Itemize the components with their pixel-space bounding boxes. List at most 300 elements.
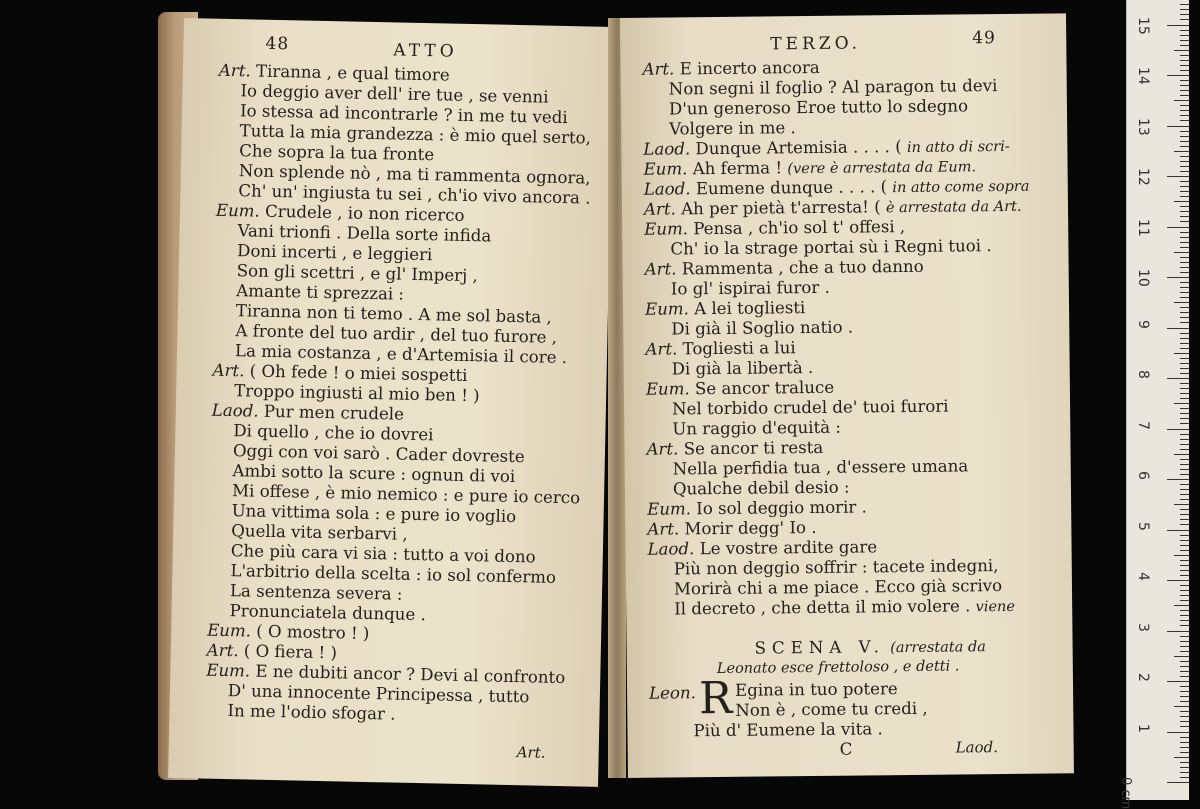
ruler-tick <box>1180 45 1189 46</box>
ruler-tick <box>1180 272 1189 273</box>
stage-direction: in atto di scri- <box>906 138 1010 157</box>
ruler-tick <box>1167 75 1189 76</box>
verse-line <box>671 318 853 340</box>
ruler-tick <box>1180 595 1189 596</box>
ruler-tick <box>1180 237 1189 238</box>
ruler-tick <box>1180 363 1189 364</box>
ruler-tick <box>1180 651 1189 652</box>
ruler-tick <box>1180 464 1189 465</box>
ruler-tick <box>1180 317 1189 318</box>
ruler-tick <box>1180 186 1189 187</box>
stage-direction: (vere è arrestata da Eum. <box>787 159 977 178</box>
ruler-tick <box>1180 439 1189 440</box>
ruler-tick <box>1180 287 1189 288</box>
ruler-tick <box>1180 131 1189 132</box>
ruler-tick <box>1180 282 1189 283</box>
ruler-tick <box>1174 555 1189 556</box>
ruler-number: 14 <box>1135 67 1151 85</box>
ruler-number: 9 <box>1135 319 1151 329</box>
ruler-tick <box>1180 30 1189 31</box>
ruler-tick <box>1180 671 1189 672</box>
ruler-tick <box>1174 353 1189 354</box>
signature-mark: C <box>839 739 853 759</box>
verse-line <box>647 518 816 540</box>
verse-text: Rammenta , che a tuo danno <box>681 256 924 279</box>
ruler-tick <box>1180 393 1189 394</box>
speaker-label: Eum. <box>644 299 689 319</box>
speaker-label: Art. <box>218 60 251 81</box>
verse-line <box>645 338 795 360</box>
ruler-tick <box>1180 368 1189 369</box>
right-page <box>620 13 1074 778</box>
ruler-tick <box>1180 105 1189 106</box>
ruler-tick <box>1180 338 1189 339</box>
ruler-tick <box>1180 312 1189 313</box>
verse-line <box>207 641 338 664</box>
speaker-label: Laod. <box>643 139 691 159</box>
ruler-tick <box>1180 9 1189 10</box>
verse-text: D' una innocente Principessa , tutto <box>227 681 530 707</box>
ruler-tick <box>1180 499 1189 500</box>
verse-text: Ah per pietà t'arresta! ( <box>681 197 881 219</box>
speaker-label: Eum. <box>645 379 690 399</box>
speaker-label: Art. <box>642 59 675 79</box>
verse-text: Nella perfidia tua , d'essere umana <box>672 456 969 479</box>
verse-text: A fronte del tuo ardir , del tuo furore , <box>235 321 558 347</box>
verse-text: Di già la libertà . <box>671 357 814 379</box>
page-number: 49 <box>972 28 996 49</box>
verse-text: Più non deggio soffrir : tacete indegni, <box>673 556 999 579</box>
ruler-tick <box>1180 267 1189 268</box>
ruler-tick <box>1180 388 1189 389</box>
speaker-label: Eum. <box>215 200 260 221</box>
scene-heading: SCENA V. <box>754 637 886 658</box>
verse-text: Pur men crudele <box>263 401 405 424</box>
ruler-tick <box>1180 211 1189 212</box>
verse-text: Tiranna , e qual timore <box>255 61 450 85</box>
catchword: Laod. <box>955 738 999 757</box>
verse-line <box>227 701 395 725</box>
verse-text: Se ancor traluce <box>694 377 835 399</box>
open-book <box>158 12 1068 784</box>
verse-text: Vani trionfi . Della sorte infida <box>237 221 492 246</box>
ruler-tick <box>1180 494 1189 495</box>
ruler-number: 8 <box>1135 370 1151 379</box>
verse-line <box>645 298 805 320</box>
ruler-tick <box>1180 348 1189 349</box>
ruler-tick <box>1180 80 1189 81</box>
verse-text: Qualche debil desio : <box>672 477 850 499</box>
verse-line <box>673 478 850 500</box>
ruler-tick <box>1167 530 1189 531</box>
ruler-tick <box>1180 716 1189 717</box>
verse-text: D'un generoso Eroe tutto lo sdegno <box>668 96 969 119</box>
ruler-tick <box>1180 459 1189 460</box>
ruler-tick <box>1180 509 1189 510</box>
ruler-tick <box>1174 706 1189 707</box>
verse-text: E ne dubiti ancor ? Devi al confronto <box>255 661 566 688</box>
ruler-tick <box>1180 711 1189 712</box>
stage-direction: viene <box>975 598 1016 616</box>
verse-text: Io deggio aver dell' ire tue , se venni <box>240 81 549 107</box>
ruler-tick <box>1180 55 1189 56</box>
verse-line <box>645 257 924 280</box>
verse-text: Che più cara vi sia : tutto a voi dono <box>230 541 536 567</box>
ruler-tick <box>1180 661 1189 662</box>
speaker-label: Art. <box>646 439 679 459</box>
verse-text: Ah ferma ! <box>692 158 783 179</box>
ruler-tick <box>1180 65 1189 66</box>
ruler-tick <box>1180 70 1189 71</box>
verse-text: E incerto ancora <box>679 57 820 79</box>
ruler-tick <box>1180 136 1189 137</box>
ruler-tick <box>1180 519 1189 520</box>
ruler-tick <box>1180 343 1189 344</box>
verse-text: Quella vita serbarvi , <box>231 521 408 544</box>
ruler-tick <box>1180 469 1189 470</box>
ruler-tick <box>1167 631 1189 632</box>
verse-text: Morirà chi a me piace . Ecco già scrivo <box>673 576 1003 599</box>
verse-line <box>646 438 823 460</box>
ruler-tick <box>1180 156 1189 157</box>
ruler-tick <box>1180 524 1189 525</box>
verse-line <box>647 537 877 559</box>
verse-text: Io sol deggio morir . <box>696 497 867 519</box>
verse-text: Se ancor ti resta <box>683 437 824 459</box>
verse-line <box>644 217 905 240</box>
text-block <box>620 55 1066 619</box>
verse-text: Togliesti a lui <box>682 338 796 359</box>
verse-line <box>670 236 991 259</box>
speaker-label: Art. <box>647 519 680 539</box>
ruler-tick <box>1180 262 1189 263</box>
speaker-label: Eum. <box>644 219 689 239</box>
verse-text: Non segni il foglio ? Al paragon tu devi <box>668 76 998 99</box>
ruler-tick <box>1180 540 1189 541</box>
verse-text: La sentenza severa : <box>229 581 403 604</box>
ruler-number: 6 <box>1135 471 1151 480</box>
ruler-tick <box>1180 292 1189 293</box>
stage-direction: è arrestata da Art. <box>885 198 1022 217</box>
ruler-tick <box>1180 247 1189 248</box>
ruler-tick <box>1180 676 1189 677</box>
ruler-tick <box>1180 14 1189 15</box>
verse-text: ( O mostro ! ) <box>256 621 370 644</box>
verse-line <box>646 378 834 400</box>
verse-text: Tutta la mia grandezza : è mio quel serto, <box>239 121 592 148</box>
verse-text: Pensa , ch'io sol t' offesi , <box>693 217 906 239</box>
ruler-tick <box>1180 257 1189 258</box>
ruler-tick <box>1180 737 1189 738</box>
ruler-tick <box>1180 418 1189 419</box>
ruler-tick <box>1180 383 1189 384</box>
ruler-tick <box>1180 449 1189 450</box>
verse-text: In me l'odio sfogar . <box>227 701 396 724</box>
ruler-tick <box>1180 696 1189 697</box>
ruler-tick <box>1180 721 1189 722</box>
speaker-label: Art. <box>644 259 677 279</box>
ruler-number: 11 <box>1135 218 1151 237</box>
verse-text: Doni incerti , e leggieri <box>236 241 433 265</box>
ruler-tick <box>1174 403 1189 404</box>
ruler-tick <box>1180 570 1189 571</box>
speaker-label: Laod. <box>647 539 695 559</box>
ruler-tick <box>1180 232 1189 233</box>
drop-cap: R <box>698 672 733 725</box>
speaker-label: Eum. <box>647 499 692 519</box>
ruler-tick <box>1180 191 1189 192</box>
ruler-tick <box>1180 444 1189 445</box>
ruler-tick <box>1180 322 1189 323</box>
verse-text: ( O fiera ! ) <box>243 641 338 663</box>
ruler-tick <box>1180 206 1189 207</box>
verse-text: Pronunciatela dunque . <box>229 601 427 625</box>
verse-text: Volgere in me . <box>669 118 796 139</box>
ruler-number: 2 <box>1135 673 1151 682</box>
verse-text: Una vittima sola : e pure io voglio <box>231 501 517 527</box>
ruler-tick <box>1167 782 1189 783</box>
speaker-label: Art. <box>212 360 245 381</box>
ruler-tick <box>1180 777 1189 778</box>
ruler-tick <box>1180 408 1189 409</box>
left-page <box>168 18 614 787</box>
verse-text: Di quello , che io dovrei <box>233 421 434 445</box>
ruler-tick <box>1180 575 1189 576</box>
ruler-tick <box>1167 429 1189 430</box>
verse-text: Son gli scettri , e gl' Imperj , <box>236 261 478 286</box>
ruler-tick <box>1167 681 1189 682</box>
stage-direction: Leonato esce frettoloso , e detti . <box>716 658 960 678</box>
verse-text: Ambi sotto la scure : ognun di voi <box>232 461 516 487</box>
ruler-tick <box>1180 221 1189 222</box>
ruler-tick <box>1180 666 1189 667</box>
ruler-number: 4 <box>1135 572 1151 581</box>
speaker-label: Laod. <box>211 400 259 421</box>
ruler-tick <box>1174 504 1189 505</box>
ruler-tick <box>1180 307 1189 308</box>
ruler-tick <box>1180 514 1189 515</box>
ruler-number: 1 <box>1135 723 1151 733</box>
ruler-tick <box>1180 726 1189 727</box>
verse-line: Non è , come tu credi , <box>735 698 928 720</box>
verse-text: Ch' un' ingiusta tu sei , ch'io vivo ancora . <box>238 181 591 208</box>
ruler-tick <box>1180 535 1189 536</box>
ruler-tick <box>1167 732 1189 733</box>
ruler-tick <box>1167 328 1189 329</box>
stage-direction: in atto come sopra <box>892 178 1030 197</box>
verse-text: La mia costanza , e d'Artemisia il core . <box>234 341 568 368</box>
ruler-tick <box>1180 171 1189 172</box>
verse-line <box>672 418 841 440</box>
running-head: TERZO. <box>770 33 862 55</box>
speaker-label: Eum. <box>643 159 688 179</box>
verse-text: Eumene dunque . . . . ( <box>695 177 888 199</box>
ruler-tick <box>1180 333 1189 334</box>
ruler-tick <box>1180 590 1189 591</box>
ruler-tick <box>1180 146 1189 147</box>
ruler-tick <box>1180 373 1189 374</box>
verse-line <box>669 96 968 119</box>
speaker-label: Laod. <box>643 179 691 199</box>
verse-text: Morir degg' Io . <box>684 517 817 539</box>
ruler-tick <box>1180 772 1189 773</box>
ruler-tick <box>1174 656 1189 657</box>
verse-text: Amante ti sprezzai : <box>236 281 405 304</box>
verse-text: Le vostre ardite gare <box>699 537 878 559</box>
verse-line <box>669 118 796 139</box>
ruler-number: 7 <box>1135 420 1151 430</box>
verse-text: Dunque Artemisia . . . . ( <box>695 137 902 159</box>
ruler-tick <box>1180 565 1189 566</box>
ruler-tick <box>1180 545 1189 546</box>
verse-text: Io stessa ad incontrarle ? in me tu vedi <box>239 101 568 128</box>
measuring-ruler <box>1118 0 1189 809</box>
ruler-tick <box>1180 641 1189 642</box>
ruler-tick <box>1180 196 1189 197</box>
ruler-tick <box>1180 701 1189 702</box>
ruler-tick <box>1180 625 1189 626</box>
verse-line: Egina in tuo potere <box>734 679 898 700</box>
ruler-tick <box>1167 580 1189 581</box>
verse-text: Ch' io la strage portai sù i Regni tuoi . <box>670 236 992 259</box>
ruler-number: 13 <box>1135 117 1151 136</box>
verse-line <box>647 497 867 519</box>
ruler-tick <box>1180 484 1189 485</box>
ruler-tick <box>1180 216 1189 217</box>
verse-text: Un raggio d'equità : <box>672 417 842 439</box>
ruler-tick <box>1180 585 1189 586</box>
speaker-label: Eum. <box>206 620 252 641</box>
verse-line <box>672 358 814 379</box>
verse-line <box>672 397 949 420</box>
ruler-tick <box>1180 60 1189 61</box>
ruler-tick <box>1180 434 1189 435</box>
speaker-label: Art. <box>206 640 239 661</box>
ruler-tick <box>1174 50 1189 51</box>
verse-text: L'arbitrio della scelta : io sol confermo <box>230 561 557 587</box>
ruler-tick <box>1167 25 1189 26</box>
ruler-tick <box>1180 141 1189 142</box>
ruler-unit: 0 cm <box>1118 777 1133 809</box>
ruler-tick <box>1180 297 1189 298</box>
ruler-tick <box>1167 126 1189 127</box>
ruler-tick <box>1174 201 1189 202</box>
ruler-tick <box>1180 686 1189 687</box>
ruler-tick <box>1180 413 1189 414</box>
ruler-tick <box>1174 454 1189 455</box>
ruler-tick <box>1180 358 1189 359</box>
ruler-tick <box>1180 489 1189 490</box>
ruler-tick <box>1180 550 1189 551</box>
verse-text: Mi offese , è mio nemico : e pure io cerco <box>231 481 581 508</box>
ruler-tick <box>1180 242 1189 243</box>
ruler-tick <box>1180 4 1189 5</box>
ruler-number: 3 <box>1135 622 1151 632</box>
ruler-tick <box>1180 615 1189 616</box>
ruler-tick <box>1180 161 1189 162</box>
ruler-tick <box>1180 474 1189 475</box>
ruler-number: 10 <box>1135 269 1151 287</box>
ruler-tick <box>1180 166 1189 167</box>
ruler-tick <box>1167 277 1189 278</box>
running-head: ATTO <box>393 40 458 62</box>
ruler-tick <box>1174 757 1189 758</box>
verse-text: Oggi con voi sarò . Cader dovreste <box>232 441 525 467</box>
ruler-tick <box>1180 742 1189 743</box>
ruler-tick <box>1174 302 1189 303</box>
verse-line <box>642 58 819 80</box>
ruler-number: 12 <box>1135 168 1151 186</box>
ruler-tick <box>1167 227 1189 228</box>
ruler-tick <box>1180 747 1189 748</box>
ruler-tick <box>1180 423 1189 424</box>
ruler-tick <box>1174 605 1189 606</box>
verse-text: Non splende nò , ma ti rammenta ognora, <box>238 161 591 188</box>
ruler-tick <box>1180 752 1189 753</box>
ruler-tick <box>1180 762 1189 763</box>
speaker-label: Art. <box>643 199 676 219</box>
ruler-tick <box>1180 90 1189 91</box>
ruler-tick <box>1180 35 1189 36</box>
ruler-tick <box>1167 176 1189 177</box>
ruler-tick <box>1180 620 1189 621</box>
ruler-tick <box>1167 378 1189 379</box>
ruler-tick <box>1167 479 1189 480</box>
verse-text: Troppo ingiusti al mio ben ! ) <box>234 381 480 406</box>
stage-direction: (arrestata da <box>890 639 986 657</box>
ruler-tick <box>1180 398 1189 399</box>
ruler-number: 15 <box>1135 16 1151 35</box>
ruler-tick <box>1174 151 1189 152</box>
verse-text: Che sopra la tua fronte <box>239 141 435 165</box>
ruler-tick <box>1180 19 1189 20</box>
ruler-tick <box>1180 600 1189 601</box>
ruler-tick <box>1180 560 1189 561</box>
verse-line: Più d' Eumene la vita . <box>693 719 883 741</box>
speaker-label: Leon. <box>648 683 696 703</box>
ruler-tick <box>1180 610 1189 611</box>
ruler-tick <box>1174 252 1189 253</box>
verse-text: Crudele , io non ricerco <box>264 201 465 225</box>
ruler-tick <box>1180 40 1189 41</box>
ruler-tick <box>1180 646 1189 647</box>
text-block <box>183 60 613 724</box>
verse-text: Tiranna non ti temo . A me sol basta , <box>235 301 553 327</box>
verse-line <box>673 456 969 479</box>
verse-text: ( Oh fede ! o miei sospetti <box>249 361 468 386</box>
ruler-tick <box>1180 110 1189 111</box>
ruler-number: 5 <box>1135 521 1151 531</box>
verse-line <box>674 596 1015 621</box>
speaker-label: Eum. <box>206 660 251 681</box>
verse-text: A lei togliesti <box>694 298 806 319</box>
ruler-tick <box>1180 636 1189 637</box>
ruler-tick <box>1180 767 1189 768</box>
ruler-tick <box>1180 120 1189 121</box>
speaker-label: Art. <box>645 339 678 359</box>
ruler-tick <box>1174 100 1189 101</box>
ruler-tick <box>1180 95 1189 96</box>
verse-text: Di già il Soglio natio . <box>671 317 854 339</box>
ruler-tick <box>1180 691 1189 692</box>
catchword: Art. <box>516 743 546 762</box>
verse-text: Io gl' ispirai furor . <box>670 277 830 299</box>
verse-text: Nel torbido crudel de' tuoi furori <box>671 396 949 419</box>
verse-line <box>671 278 830 300</box>
verse-text: Il decreto , che detta il mio volere . <box>674 596 971 619</box>
page-number: 48 <box>265 33 290 55</box>
ruler-tick <box>1180 181 1189 182</box>
